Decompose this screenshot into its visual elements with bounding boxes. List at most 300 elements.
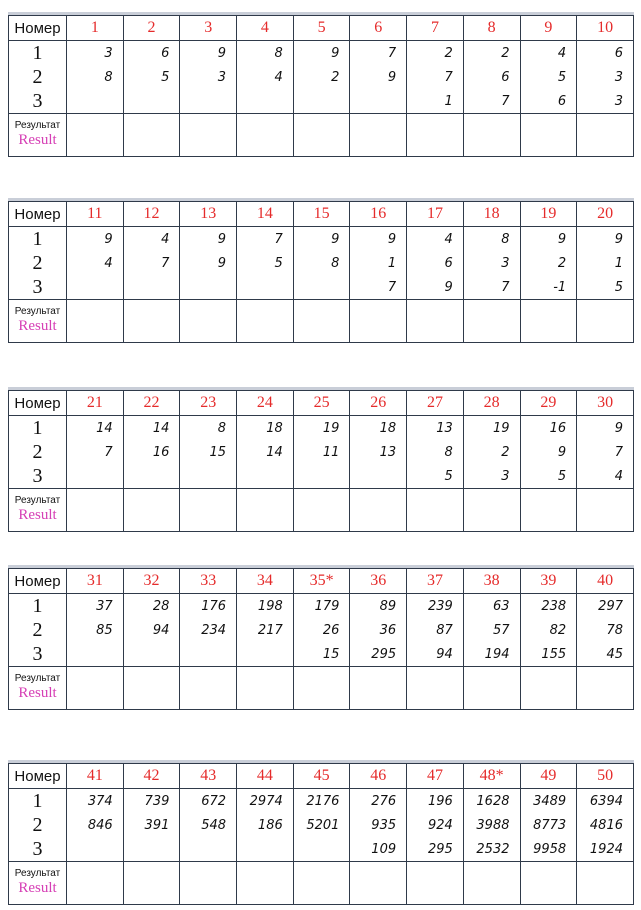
problem-number: 28 (463, 391, 520, 416)
value-row-3 (9, 464, 634, 489)
result-cell[interactable] (180, 489, 237, 532)
result-cell[interactable] (293, 862, 350, 905)
problem-number: 9 (520, 16, 577, 41)
value-cell: 63 (463, 594, 520, 619)
result-cell[interactable] (520, 667, 577, 710)
value-cell: 4 (520, 41, 577, 66)
header-row (9, 391, 634, 416)
row-label: 2 (9, 251, 67, 275)
number-header-label: Номер (9, 202, 67, 227)
value-cell: 89 (350, 594, 407, 619)
value-cell (67, 275, 124, 300)
value-cell: 8 (407, 440, 464, 464)
value-cell: 7 (350, 41, 407, 66)
value-cell: 82 (520, 618, 577, 642)
problem-number: 33 (180, 569, 237, 594)
problem-number: 50 (577, 764, 634, 789)
value-cell: 5 (520, 464, 577, 489)
problem-number: 21 (67, 391, 124, 416)
value-cell: 9 (293, 41, 350, 66)
value-cell: 295 (350, 642, 407, 667)
problem-number: 49 (520, 764, 577, 789)
result-cell[interactable] (577, 862, 634, 905)
problem-number: 44 (237, 764, 294, 789)
result-cell[interactable] (577, 114, 634, 157)
row-label: 3 (9, 464, 67, 489)
value-row-2 (9, 65, 634, 89)
value-cell: 1628 (463, 789, 520, 814)
value-cell (123, 275, 180, 300)
value-cell: 28 (123, 594, 180, 619)
result-cell[interactable] (123, 300, 180, 343)
result-cell[interactable] (350, 667, 407, 710)
value-cell (293, 275, 350, 300)
value-cell (123, 464, 180, 489)
problem-number: 4 (237, 16, 294, 41)
result-cell[interactable] (123, 667, 180, 710)
value-cell: 109 (350, 837, 407, 862)
value-cell: 6 (520, 89, 577, 114)
problem-number: 35* (293, 569, 350, 594)
problem-number: 2 (123, 16, 180, 41)
result-cell[interactable] (67, 300, 124, 343)
result-cell[interactable] (67, 667, 124, 710)
value-cell: 11 (293, 440, 350, 464)
value-cell: 846 (67, 813, 124, 837)
value-cell: 3 (463, 464, 520, 489)
problem-number: 22 (123, 391, 180, 416)
value-cell: 7 (577, 440, 634, 464)
value-row-2 (9, 440, 634, 464)
value-cell (237, 89, 294, 114)
value-cell (350, 89, 407, 114)
value-cell: 7 (407, 65, 464, 89)
value-cell: 4 (123, 227, 180, 252)
problem-number: 45 (293, 764, 350, 789)
result-label-en: Result (18, 880, 57, 897)
problem-number: 5 (293, 16, 350, 41)
table-block-3 (8, 387, 634, 532)
number-header-label: Номер (9, 569, 67, 594)
value-cell (67, 89, 124, 114)
problem-number: 3 (180, 16, 237, 41)
problem-number: 15 (293, 202, 350, 227)
value-cell: 94 (407, 642, 464, 667)
value-cell (350, 464, 407, 489)
problem-number: 46 (350, 764, 407, 789)
problem-number: 11 (67, 202, 124, 227)
value-cell: 238 (520, 594, 577, 619)
value-cell: 194 (463, 642, 520, 667)
value-cell: 297 (577, 594, 634, 619)
value-cell: 85 (67, 618, 124, 642)
value-cell: 1 (350, 251, 407, 275)
row-label: 3 (9, 642, 67, 667)
result-cell[interactable] (237, 667, 294, 710)
problem-number: 24 (237, 391, 294, 416)
result-cell[interactable] (463, 300, 520, 343)
value-cell: 924 (407, 813, 464, 837)
result-row (9, 667, 634, 710)
problem-number: 42 (123, 764, 180, 789)
value-cell: 3 (577, 65, 634, 89)
problem-number: 16 (350, 202, 407, 227)
result-cell[interactable] (293, 300, 350, 343)
problem-number: 26 (350, 391, 407, 416)
value-cell: 37 (67, 594, 124, 619)
result-cell[interactable] (237, 114, 294, 157)
value-row-2 (9, 251, 634, 275)
value-cell: 9 (577, 227, 634, 252)
result-cell[interactable] (463, 667, 520, 710)
value-cell: 9 (180, 41, 237, 66)
value-cell: 5201 (293, 813, 350, 837)
table-block-5 (8, 760, 634, 905)
result-cell[interactable] (180, 114, 237, 157)
row-label: 1 (9, 41, 67, 66)
result-cell[interactable] (463, 114, 520, 157)
value-cell: 198 (237, 594, 294, 619)
number-header-label: Номер (9, 764, 67, 789)
problem-number: 12 (123, 202, 180, 227)
problem-number: 13 (180, 202, 237, 227)
result-cell[interactable] (350, 114, 407, 157)
result-cell[interactable] (180, 300, 237, 343)
result-cell[interactable] (350, 300, 407, 343)
problem-number: 34 (237, 569, 294, 594)
problem-number: 47 (407, 764, 464, 789)
answer-table (8, 15, 634, 157)
result-cell[interactable] (350, 489, 407, 532)
result-row (9, 300, 634, 343)
value-cell: 186 (237, 813, 294, 837)
value-cell: 3 (180, 65, 237, 89)
value-cell: 9 (350, 65, 407, 89)
value-cell: 1 (407, 89, 464, 114)
value-row-2 (9, 813, 634, 837)
result-cell[interactable] (180, 667, 237, 710)
value-cell: 739 (123, 789, 180, 814)
value-cell (123, 642, 180, 667)
header-row (9, 569, 634, 594)
result-cell[interactable] (180, 862, 237, 905)
result-cell[interactable] (407, 114, 464, 157)
value-row-3 (9, 275, 634, 300)
value-cell: 234 (180, 618, 237, 642)
problem-number: 27 (407, 391, 464, 416)
result-label-ru: Результат (14, 305, 61, 317)
value-cell: 9 (520, 440, 577, 464)
value-cell: 217 (237, 618, 294, 642)
value-cell: 7 (67, 440, 124, 464)
value-cell: 87 (407, 618, 464, 642)
value-cell: 196 (407, 789, 464, 814)
value-cell: 2532 (463, 837, 520, 862)
result-cell[interactable] (293, 489, 350, 532)
value-cell: -1 (520, 275, 577, 300)
result-cell[interactable] (237, 300, 294, 343)
result-cell[interactable] (577, 300, 634, 343)
value-cell: 8 (463, 227, 520, 252)
value-cell: 9958 (520, 837, 577, 862)
result-cell[interactable] (407, 489, 464, 532)
result-label (9, 300, 67, 343)
row-label: 2 (9, 440, 67, 464)
result-cell[interactable] (520, 114, 577, 157)
value-cell: 2 (407, 41, 464, 66)
result-cell[interactable] (67, 489, 124, 532)
value-row-1 (9, 41, 634, 66)
value-cell: 4 (407, 227, 464, 252)
result-label-en: Result (18, 132, 57, 149)
result-cell[interactable] (67, 862, 124, 905)
value-cell: 2974 (237, 789, 294, 814)
result-cell[interactable] (67, 114, 124, 157)
table-block-1 (8, 12, 634, 157)
result-row (9, 489, 634, 532)
value-cell: 7 (463, 275, 520, 300)
value-cell: 9 (520, 227, 577, 252)
number-header-label: Номер (9, 391, 67, 416)
result-cell[interactable] (520, 300, 577, 343)
problem-number: 48* (463, 764, 520, 789)
value-cell: 2 (463, 440, 520, 464)
value-cell: 8 (293, 251, 350, 275)
result-cell[interactable] (123, 862, 180, 905)
value-cell: 3 (463, 251, 520, 275)
value-cell: 5 (520, 65, 577, 89)
value-cell: 16 (520, 416, 577, 441)
problem-number: 23 (180, 391, 237, 416)
value-cell (180, 642, 237, 667)
value-cell: 57 (463, 618, 520, 642)
result-cell[interactable] (293, 667, 350, 710)
row-label: 1 (9, 227, 67, 252)
value-cell: 2 (463, 41, 520, 66)
result-cell[interactable] (293, 114, 350, 157)
problem-number: 1 (67, 16, 124, 41)
problem-number: 43 (180, 764, 237, 789)
value-cell: 374 (67, 789, 124, 814)
answer-table (8, 568, 634, 710)
value-cell: 1 (577, 251, 634, 275)
value-row-2 (9, 618, 634, 642)
result-cell[interactable] (463, 489, 520, 532)
value-cell: 276 (350, 789, 407, 814)
value-cell (180, 89, 237, 114)
value-cell: 16 (123, 440, 180, 464)
row-label: 2 (9, 813, 67, 837)
number-header-label: Номер (9, 16, 67, 41)
value-cell (67, 464, 124, 489)
result-cell[interactable] (123, 114, 180, 157)
value-cell: 14 (123, 416, 180, 441)
value-row-3 (9, 837, 634, 862)
value-cell: 9 (407, 275, 464, 300)
row-label: 3 (9, 837, 67, 862)
value-cell: 8 (180, 416, 237, 441)
value-cell: 7 (237, 227, 294, 252)
value-cell: 6 (463, 65, 520, 89)
result-cell[interactable] (123, 489, 180, 532)
value-cell: 9 (577, 416, 634, 441)
result-label-ru: Результат (14, 867, 61, 879)
problem-number: 30 (577, 391, 634, 416)
result-label-en: Result (18, 318, 57, 335)
value-cell: 14 (237, 440, 294, 464)
problem-number: 25 (293, 391, 350, 416)
value-cell: 4 (237, 65, 294, 89)
result-cell[interactable] (407, 862, 464, 905)
answer-table (8, 201, 634, 343)
result-cell[interactable] (350, 862, 407, 905)
value-row-1 (9, 789, 634, 814)
header-row (9, 16, 634, 41)
value-cell: 6394 (577, 789, 634, 814)
table-block-4 (8, 565, 634, 710)
value-cell (237, 642, 294, 667)
row-label: 2 (9, 618, 67, 642)
problem-number: 36 (350, 569, 407, 594)
problem-number: 20 (577, 202, 634, 227)
row-label: 3 (9, 89, 67, 114)
value-cell: 7 (463, 89, 520, 114)
value-cell: 14 (67, 416, 124, 441)
value-cell: 4 (577, 464, 634, 489)
value-cell (123, 837, 180, 862)
problem-number: 18 (463, 202, 520, 227)
result-label-en: Result (18, 507, 57, 524)
row-label: 1 (9, 789, 67, 814)
value-cell: 13 (407, 416, 464, 441)
value-cell: 239 (407, 594, 464, 619)
problem-number: 7 (407, 16, 464, 41)
value-cell: 36 (350, 618, 407, 642)
value-cell (237, 837, 294, 862)
result-cell[interactable] (407, 300, 464, 343)
row-label: 1 (9, 416, 67, 441)
result-label (9, 667, 67, 710)
value-cell: 7 (350, 275, 407, 300)
answer-table (8, 390, 634, 532)
problem-number: 39 (520, 569, 577, 594)
value-row-1 (9, 416, 634, 441)
problem-number: 40 (577, 569, 634, 594)
result-cell[interactable] (577, 489, 634, 532)
value-cell: 179 (293, 594, 350, 619)
value-cell: 9 (293, 227, 350, 252)
value-cell (180, 464, 237, 489)
problem-number: 29 (520, 391, 577, 416)
value-cell: 18 (237, 416, 294, 441)
problem-number: 37 (407, 569, 464, 594)
value-cell (180, 275, 237, 300)
problem-number: 41 (67, 764, 124, 789)
value-cell: 176 (180, 594, 237, 619)
value-cell: 935 (350, 813, 407, 837)
result-row (9, 862, 634, 905)
value-cell: 4816 (577, 813, 634, 837)
answer-table (8, 763, 634, 905)
value-cell: 155 (520, 642, 577, 667)
value-cell: 19 (293, 416, 350, 441)
value-cell: 15 (180, 440, 237, 464)
value-row-1 (9, 594, 634, 619)
value-cell: 5 (407, 464, 464, 489)
value-cell: 8773 (520, 813, 577, 837)
result-label (9, 114, 67, 157)
value-cell: 5 (123, 65, 180, 89)
result-row (9, 114, 634, 157)
value-cell: 13 (350, 440, 407, 464)
problem-number: 6 (350, 16, 407, 41)
value-cell: 6 (123, 41, 180, 66)
value-cell: 94 (123, 618, 180, 642)
row-label: 1 (9, 594, 67, 619)
value-cell: 1924 (577, 837, 634, 862)
problem-number: 17 (407, 202, 464, 227)
value-cell: 8 (67, 65, 124, 89)
value-cell: 19 (463, 416, 520, 441)
value-cell: 3 (67, 41, 124, 66)
row-label: 2 (9, 65, 67, 89)
result-label-en: Result (18, 685, 57, 702)
result-cell[interactable] (520, 862, 577, 905)
result-cell[interactable] (463, 862, 520, 905)
result-cell[interactable] (577, 667, 634, 710)
value-cell: 5 (577, 275, 634, 300)
value-cell: 391 (123, 813, 180, 837)
result-cell[interactable] (237, 862, 294, 905)
value-cell: 18 (350, 416, 407, 441)
result-cell[interactable] (237, 489, 294, 532)
value-cell: 2 (520, 251, 577, 275)
value-cell (237, 464, 294, 489)
value-cell: 8 (237, 41, 294, 66)
value-cell (293, 837, 350, 862)
value-cell: 3988 (463, 813, 520, 837)
value-cell: 26 (293, 618, 350, 642)
result-label (9, 862, 67, 905)
value-cell (180, 837, 237, 862)
problem-number: 31 (67, 569, 124, 594)
result-label-ru: Результат (14, 672, 61, 684)
value-cell (237, 275, 294, 300)
table-block-2 (8, 198, 634, 343)
value-cell: 5 (237, 251, 294, 275)
value-cell: 3 (577, 89, 634, 114)
problem-number: 38 (463, 569, 520, 594)
result-label-ru: Результат (14, 494, 61, 506)
value-cell: 78 (577, 618, 634, 642)
result-cell[interactable] (520, 489, 577, 532)
problem-number: 8 (463, 16, 520, 41)
row-label: 3 (9, 275, 67, 300)
problem-number: 19 (520, 202, 577, 227)
value-cell: 672 (180, 789, 237, 814)
value-cell: 9 (67, 227, 124, 252)
value-row-3 (9, 89, 634, 114)
value-cell: 9 (180, 227, 237, 252)
value-row-1 (9, 227, 634, 252)
result-cell[interactable] (407, 667, 464, 710)
value-cell: 2176 (293, 789, 350, 814)
value-cell (293, 464, 350, 489)
value-cell: 6 (577, 41, 634, 66)
value-cell: 295 (407, 837, 464, 862)
result-label (9, 489, 67, 532)
value-cell (293, 89, 350, 114)
